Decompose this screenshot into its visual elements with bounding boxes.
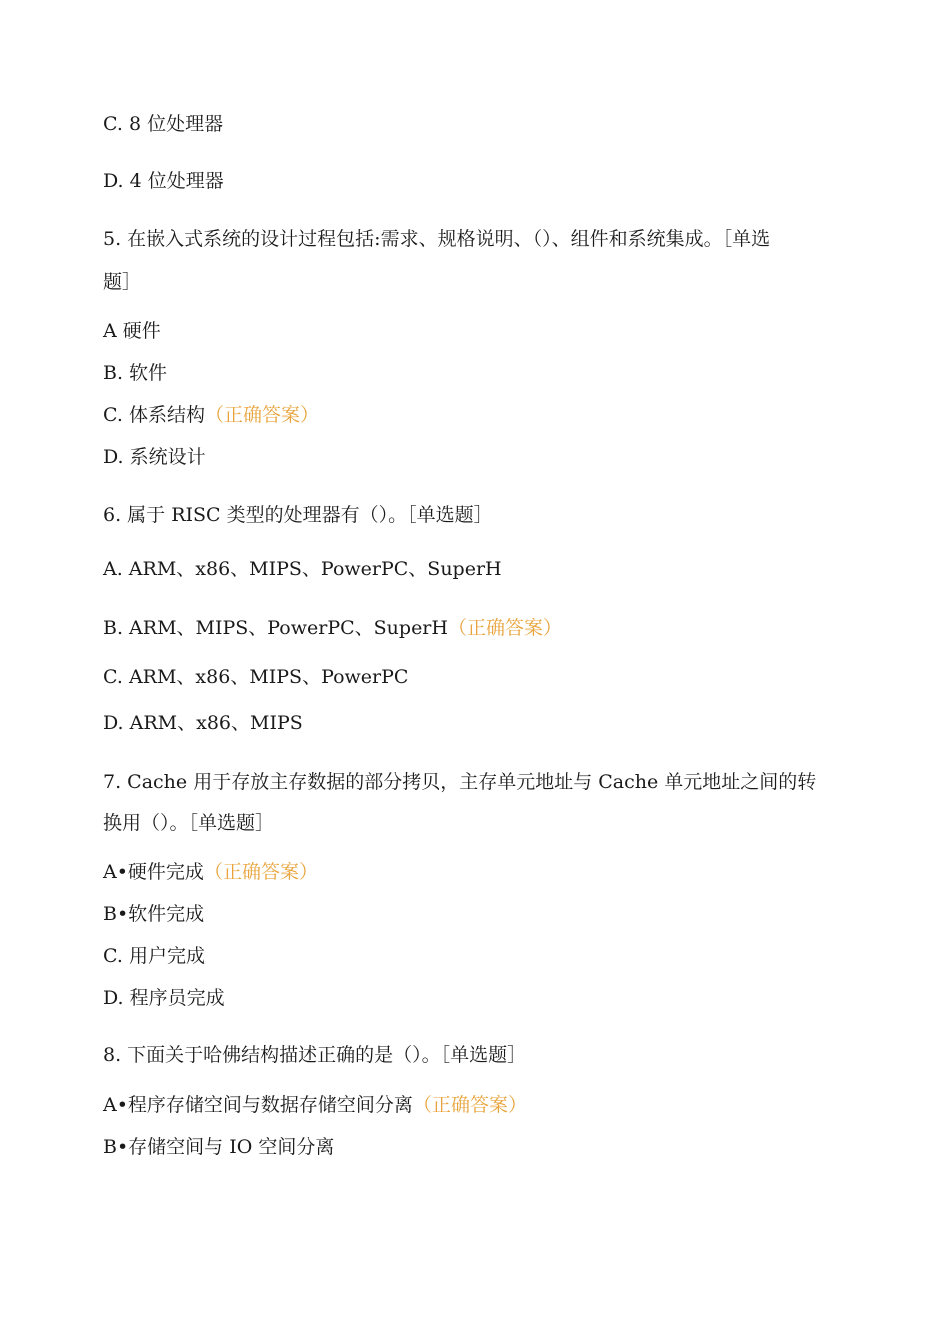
q5-option-d: D. 系统设计 [103, 446, 206, 468]
q7-option-c: C. 用户完成 [103, 945, 205, 967]
q4-option-d: D. 4 位处理器 [103, 170, 224, 192]
q7-stem-line1: 7. Cache 用于存放主存数据的部分拷贝，主存单元地址与 Cache 单元地址之间的转 [103, 771, 817, 793]
q5-option-c [103, 402, 319, 428]
q5-option-a: A 硬件 [103, 320, 161, 342]
q6-option-c: C. ARM、x86、MIPS、PowerPC [103, 666, 409, 688]
q6-option-b-text: B. ARM、MIPS、PowerPC、SuperH [103, 617, 448, 639]
q6-option-a: A. ARM、x86、MIPS、PowerPC、SuperH [103, 558, 502, 580]
q8-option-a-text: A•程序存储空间与数据存储空间分离 [103, 1094, 413, 1116]
correct-answer-mark: （正确答案） [412, 1094, 527, 1116]
q5-option-c-text: C. 体系结构 [103, 404, 205, 426]
q7-option-a [103, 859, 318, 885]
q5-stem-line1: 5. 在嵌入式系统的设计过程包括:需求、规格说明、（）、组件和系统集成。［单选 [103, 228, 771, 250]
q8-option-b: B•存储空间与 IO 空间分离 [103, 1136, 335, 1158]
q4-option-c: C. 8 位处理器 [103, 113, 224, 135]
q6-option-b [103, 615, 562, 641]
correct-answer-mark: （正确答案） [203, 861, 318, 883]
correct-answer-mark: （正确答案） [447, 617, 562, 639]
q5-option-b: B. 软件 [103, 362, 168, 384]
q6-stem: 6. 属于 RISC 类型的处理器有（）。［单选题］ [103, 504, 493, 526]
q7-option-d: D. 程序员完成 [103, 987, 225, 1009]
correct-answer-mark: （正确答案） [204, 404, 319, 426]
q5-stem-line2: 题］ [103, 271, 142, 293]
q7-stem-line2: 换用（）。［单选题］ [103, 812, 275, 834]
q8-option-a [103, 1092, 527, 1118]
q7-option-a-text: A•硬件完成 [103, 861, 204, 883]
q7-option-b: B•软件完成 [103, 903, 205, 925]
q6-option-d: D. ARM、x86、MIPS [103, 712, 303, 734]
q8-stem: 8. 下面关于哈佛结构描述正确的是（）。［单选题］ [103, 1044, 527, 1066]
